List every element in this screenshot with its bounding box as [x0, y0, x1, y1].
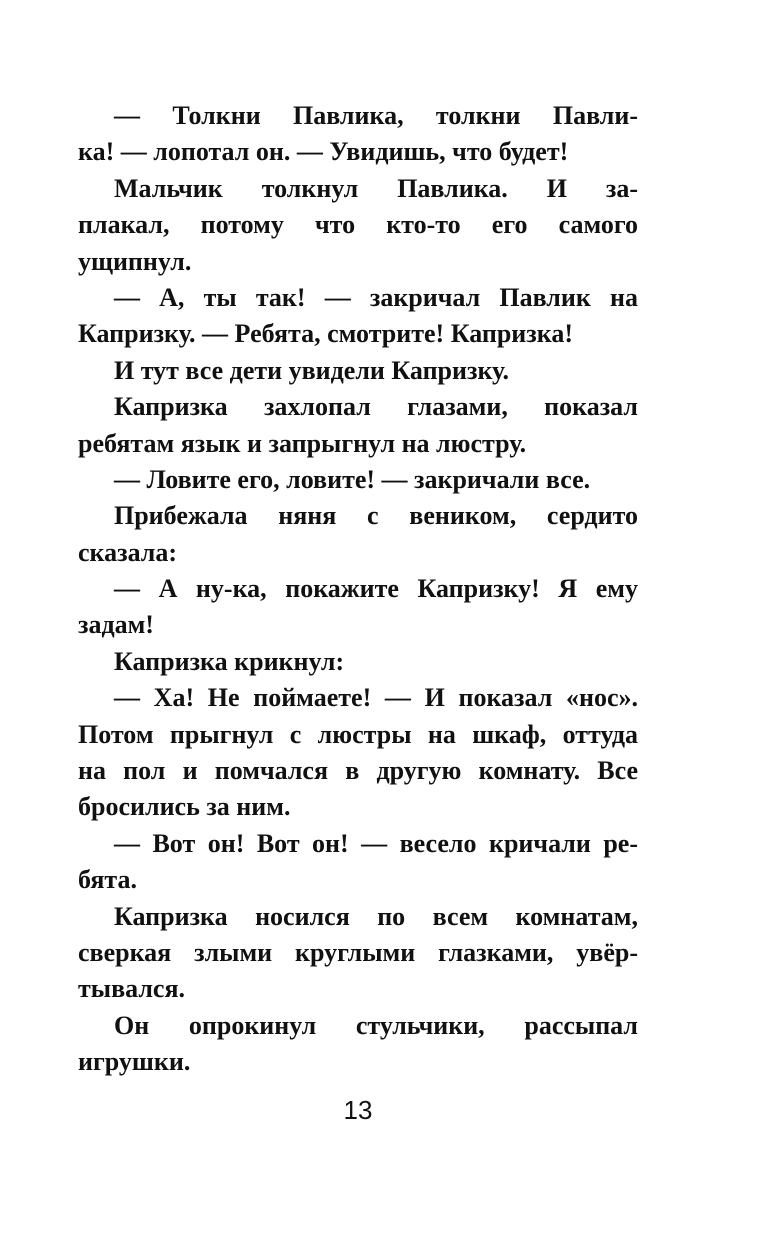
text-line: — А ну-ка, покажите Капризку! Я ему [114, 574, 638, 604]
text-line: плакал, потому что кто-то его самого [78, 210, 638, 240]
text-line: Прибежала няня с веником, сердито [114, 501, 638, 531]
text-line: ребятам язык и запрыгнул на люстру. [78, 428, 527, 458]
text-line: задам! [78, 610, 154, 640]
text-line: — Ха! Не поймаете! — И показал «нос». [114, 683, 638, 713]
text-line: Капризка крикнул: [114, 646, 345, 676]
text-line: И тут все дети увидели Капризку. [114, 355, 509, 385]
text-line: — Ловите его, ловите! — закричали все. [114, 464, 591, 494]
text-line: — Вот он! Вот он! — весело кричали ре- [114, 828, 638, 858]
text-line: тывался. [78, 974, 186, 1004]
text-line: сказала: [78, 537, 178, 567]
text-line: Капризку. — Ребята, смотрите! Капризка! [78, 319, 573, 349]
text-line: Потом прыгнул с люстры на шкаф, оттуда [78, 719, 638, 749]
text-line: Мальчик толкнул Павлика. И за- [114, 173, 638, 203]
text-line: бята. [78, 865, 138, 895]
text-line: бросились за ним. [78, 792, 291, 822]
text-line: — А, ты так! — закричал Павлик на [114, 282, 638, 312]
text-line: игрушки. [78, 1047, 191, 1077]
text-line: Капризка захлопал глазами, показал [114, 392, 638, 422]
text-line: ка! — лопотал он. — Увидишь, что будет! [78, 137, 569, 167]
text-line: Он опрокинул стульчики, рассыпал [114, 1010, 638, 1040]
text-line: на пол и помчался в другую комнату. Все [78, 756, 638, 786]
text-line: сверкая злыми круглыми глазками, увёр- [78, 937, 638, 967]
text-line: Капризка носился по всем комнатам, [114, 901, 638, 931]
text-line: — Толкни Павлика, толкни Павли- [114, 101, 638, 130]
text-line: ущипнул. [78, 246, 192, 276]
page-number: 13 [343, 1095, 373, 1125]
body-text [78, 98, 638, 1081]
